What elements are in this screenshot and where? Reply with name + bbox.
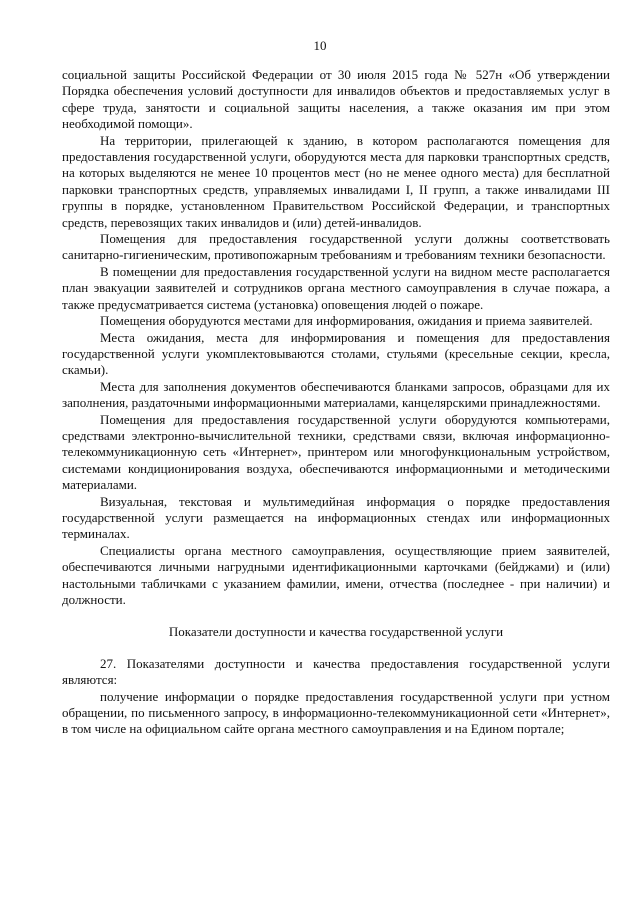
paragraph: социальной защиты Российской Федерации от 30 июля 2015 года № 527н «Об утверждении Порядка обеспечения условий доступности для инвалидов объектов и предоставляемых услуг в сфере труда, занятости и социальной защиты населения, а также оказания им при этом необходимой помощи». [62,67,610,132]
document-body [62,67,610,738]
paragraph: Помещения для предоставления государственной услуги должны соответствовать санитарно-гигиеническим, противопожарным требованиям и требованиям техники безопасности. [62,231,610,263]
paragraph: Места для заполнения документов обеспечиваются бланками запросов, образцами для их заполнения, раздаточными информационными материалами, канцелярскими принадлежностями. [62,378,610,411]
page-number: 10 [313,38,327,53]
paragraph: Места ожидания, места для информирования и помещения для предоставления государственной услуги укомплектовываются столами, стульями (кресельные секции, кресла, скамьи). [62,329,610,378]
paragraph: Визуальная, текстовая и мультимедийная информация о порядке предоставления государственной услуги размещается на информационных стендах или информационных терминалах. [62,493,610,542]
paragraph: Помещения для предоставления государственной услуги оборудуются компьютерами, средствами электронно-вычислительной техники, средствами связи, включая информационно-телекоммуникационную сеть «Интернет», принтером или многофункциональным устройством, системами кондиционирования воздуха, обеспечиваются информационными и методическими материалами. [62,411,610,493]
paragraph: В помещении для предоставления государственной услуги на видном месте располагается план эвакуации заявителей и сотрудников органа местного самоуправления в случае пожара, а также предусматривается система (установка) оповещения людей о пожаре. [62,263,610,312]
paragraph: Помещения оборудуются местами для информирования, ожидания и приема заявителей. [100,313,593,329]
section-heading: Показатели доступности и качества государственной услуги [168,624,504,640]
paragraph: Специалисты органа местного самоуправления, осуществляющие прием заявителей, обеспечиваются личными нагрудными идентификационными карточками (бейджами) и (или) настольными табличками с указанием фамилии, имени, отчества (последнее - при наличии) и должности. [62,542,610,607]
paragraph: получение информации о порядке предоставления государственной услуги при устном обращении, по письменного запросу, в информационно-телекоммуникационной сети «Интернет», в том числе на официальном сайте органа местного самоуправления и на Едином портале; [62,688,610,737]
paragraph: На территории, прилегающей к зданию, в котором располагаются помещения для предоставления государственной услуги, оборудуются места для парковки транспортных средств, на которых выделяются не менее 10 процентов мест (но не менее одного места) для бесплатной парковки транспортных средств, управляемых инвалидами I, II групп, а также инвалидами III группы в порядке, установленном Правительством Российской Федерации, и транспортных средств, перевозящих таких инвалидов и (или) детей-инвалидов. [62,132,610,230]
paragraph: 27. Показателями доступности и качества предоставления государственной услуги являются: [62,655,610,688]
